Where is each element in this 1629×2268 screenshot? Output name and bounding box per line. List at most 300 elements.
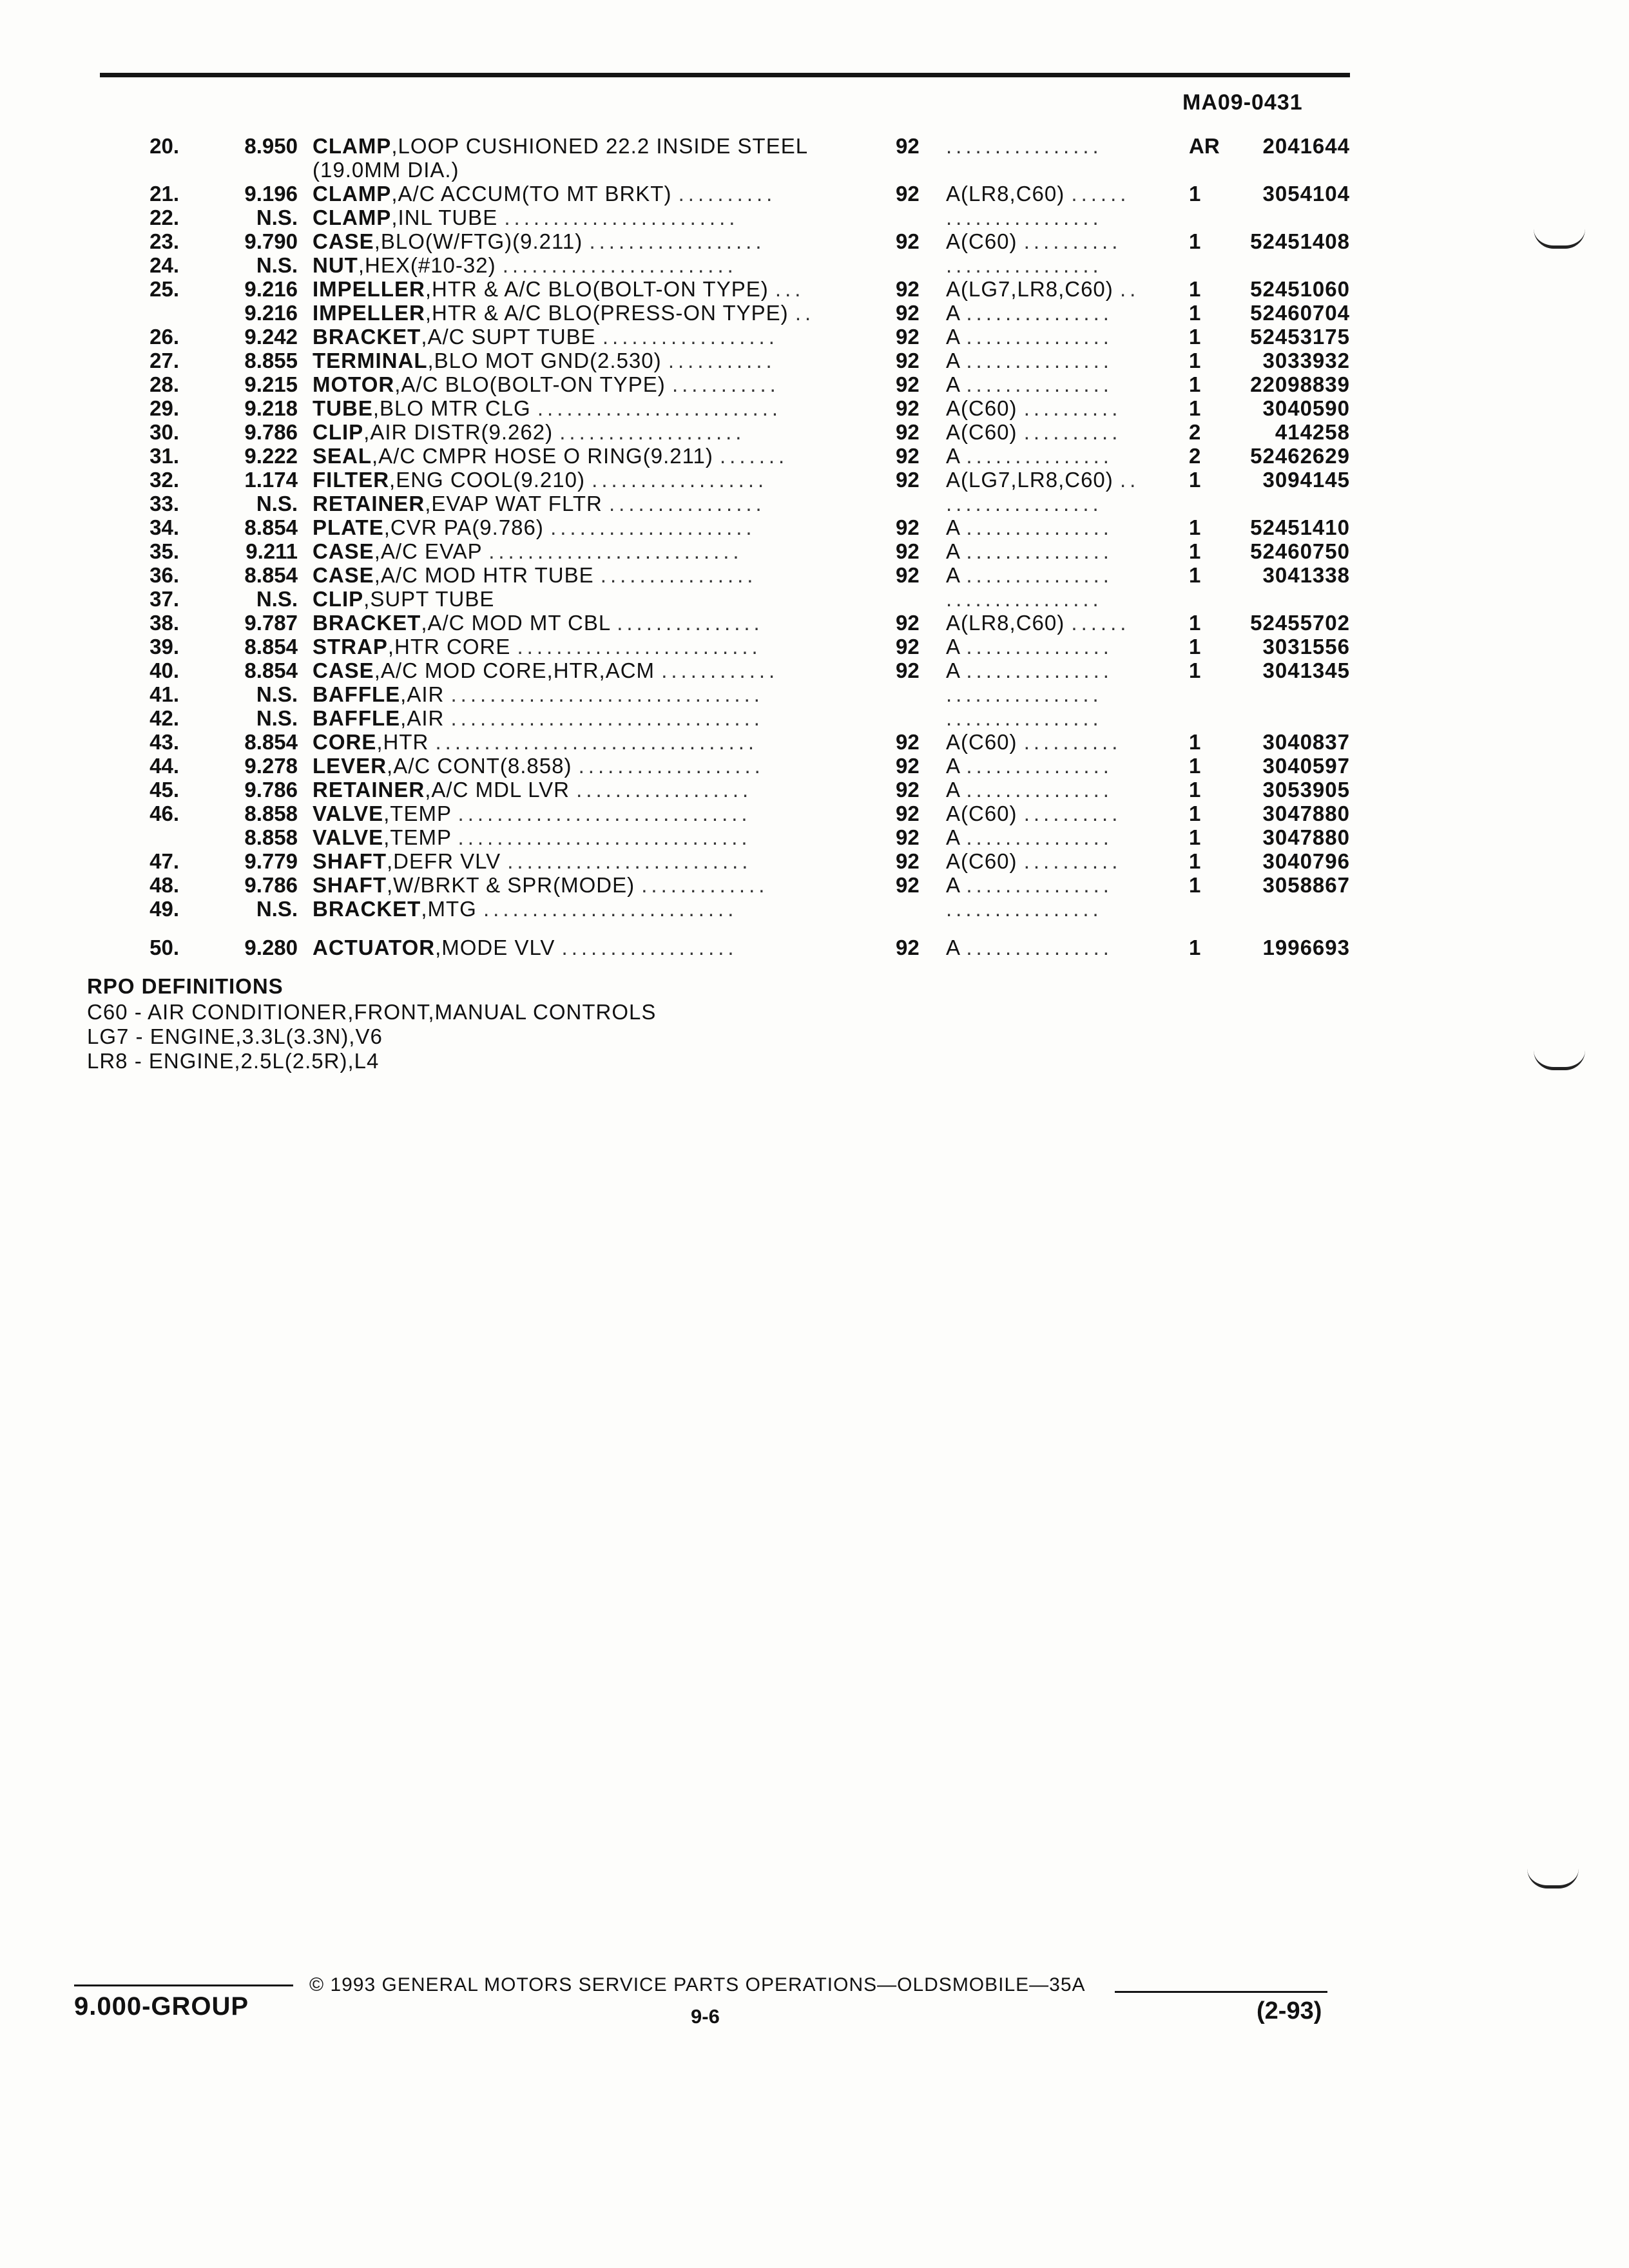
item-number: 24.: [149, 253, 179, 277]
part-detail: ,HTR: [376, 730, 429, 754]
part-keyword: IMPELLER: [313, 301, 425, 325]
part-detail: ,HEX(#10-32): [358, 253, 496, 277]
model-year: 92: [896, 611, 920, 635]
part-detail: ,TEMP: [383, 802, 452, 825]
model-year: 92: [896, 301, 920, 325]
part-row: [0, 182, 1629, 206]
application: [946, 396, 1165, 421]
application: [946, 563, 1165, 588]
quantity: 2: [1189, 420, 1201, 444]
description: [313, 611, 844, 635]
leader-dots: .......: [720, 444, 789, 468]
quantity: 1: [1189, 802, 1201, 825]
group-number: N.S.: [256, 897, 298, 921]
part-detail: ,A/C SUPT TUBE: [421, 325, 596, 349]
item-number: 46.: [149, 802, 179, 825]
part-keyword: STRAP: [313, 635, 388, 658]
description: [313, 778, 844, 802]
item-number: 34.: [149, 515, 179, 539]
part-detail: ,HTR CORE: [387, 635, 511, 658]
group-number: 8.855: [244, 349, 298, 372]
part-row: [0, 936, 1629, 960]
footer-group: 9.000-GROUP: [74, 1992, 249, 2021]
model-year: 92: [896, 372, 920, 396]
description: [313, 349, 844, 373]
part-row: [0, 730, 1629, 754]
application-code: A: [946, 658, 960, 682]
leader-dots: ................: [946, 253, 1103, 277]
application: [946, 873, 1165, 898]
group-number: 8.858: [244, 802, 298, 825]
application: [946, 849, 1165, 874]
leader-dots: ..........: [678, 182, 776, 206]
leader-dots: ...............: [966, 635, 1113, 658]
part-row: [0, 277, 1629, 302]
item-number: 41.: [149, 682, 179, 706]
model-year: 92: [896, 563, 920, 587]
part-detail: ,AIR: [400, 706, 445, 730]
part-keyword: VALVE: [313, 802, 384, 825]
rpo-title: RPO DEFINITIONS: [87, 974, 284, 998]
part-number: 1996693: [1262, 936, 1350, 959]
item-number: 21.: [149, 182, 179, 206]
application: [946, 468, 1165, 492]
description: [313, 539, 844, 564]
item-number: 36.: [149, 563, 179, 587]
part-detail: ,A/C MOD MT CBL: [421, 611, 611, 635]
part-keyword: BAFFLE: [313, 706, 401, 730]
model-year: 92: [896, 539, 920, 563]
application: [946, 229, 1165, 254]
item-number: 32.: [149, 468, 179, 492]
description: [313, 420, 844, 445]
part-number: 3047880: [1262, 802, 1350, 825]
leader-dots: ...............: [966, 936, 1113, 959]
part-keyword: MOTOR: [313, 372, 395, 396]
leader-dots: ..................: [592, 468, 768, 492]
part-keyword: CLAMP: [313, 206, 392, 229]
part-keyword: CASE: [313, 563, 374, 587]
description: [313, 682, 844, 707]
part-keyword: SHAFT: [313, 849, 387, 873]
application: [946, 206, 1165, 230]
description: [313, 158, 844, 182]
quantity: 1: [1189, 730, 1201, 754]
rpo-item-lr8: LR8 - ENGINE,2.5L(2.5R),L4: [87, 1049, 380, 1073]
application: [946, 611, 1165, 635]
part-row: [0, 682, 1629, 707]
model-year: 92: [896, 936, 920, 959]
scan-mark: [1527, 1869, 1579, 1888]
leader-dots: .....................: [550, 515, 756, 539]
application: [946, 658, 1165, 683]
part-keyword: VALVE: [313, 825, 384, 849]
application: [946, 349, 1165, 373]
scan-mark: [1534, 1050, 1585, 1070]
model-year: 92: [896, 468, 920, 492]
part-number: 22098839: [1250, 372, 1350, 396]
part-row: [0, 349, 1629, 373]
part-row: [0, 444, 1629, 468]
description: [313, 825, 844, 850]
part-number: 3047880: [1262, 825, 1350, 849]
leader-dots: ................: [946, 897, 1103, 921]
leader-dots: ...............: [966, 325, 1113, 349]
leader-dots: ...: [775, 277, 805, 301]
item-number: 35.: [149, 539, 179, 563]
part-number: 3054104: [1262, 182, 1350, 206]
quantity: 1: [1189, 515, 1201, 539]
item-number: 26.: [149, 325, 179, 349]
part-number: 3031556: [1262, 635, 1350, 658]
part-number: 3040590: [1262, 396, 1350, 420]
leader-dots: ...............: [617, 611, 764, 635]
part-row: [0, 658, 1629, 683]
application-code: A(LR8,C60): [946, 182, 1065, 206]
leader-dots: ......: [1071, 611, 1130, 635]
leader-dots: ................................: [450, 706, 764, 730]
leader-dots: ...............: [966, 658, 1113, 682]
item-number: 23.: [149, 229, 179, 253]
description: [313, 587, 844, 611]
leader-dots: ..............................: [458, 825, 751, 849]
model-year: 92: [896, 277, 920, 301]
quantity: 2: [1189, 444, 1201, 468]
leader-dots: ...........: [671, 372, 780, 396]
part-row: [0, 849, 1629, 874]
part-keyword: RETAINER: [313, 778, 425, 802]
model-year: 92: [896, 182, 920, 206]
part-keyword: CASE: [313, 539, 374, 563]
part-detail: (19.0MM DIA.): [313, 158, 459, 182]
application-code: A(C60): [946, 420, 1017, 444]
application-code: A: [946, 444, 960, 468]
group-number: 9.222: [244, 444, 298, 468]
part-keyword: CORE: [313, 730, 377, 754]
application: [946, 682, 1165, 707]
part-keyword: TUBE: [313, 396, 373, 420]
application-code: A: [946, 754, 960, 778]
description: [313, 635, 844, 659]
leader-dots: .............: [641, 873, 769, 897]
part-keyword: BRACKET: [313, 325, 421, 349]
group-number: 9.216: [244, 301, 298, 325]
leader-dots: ................: [946, 706, 1103, 730]
model-year: 92: [896, 802, 920, 825]
description: [313, 515, 844, 540]
description: [313, 563, 844, 588]
application: [946, 372, 1165, 397]
description: [313, 277, 844, 302]
part-detail: ,MODE VLV: [435, 936, 555, 959]
part-keyword: CLIP: [313, 420, 364, 444]
leader-dots: ..................: [576, 778, 753, 802]
application-code: A: [946, 563, 960, 587]
item-number: 40.: [149, 658, 179, 682]
application-code: A(C60): [946, 802, 1017, 825]
leader-dots: ..................: [561, 936, 738, 959]
leader-dots: ...................: [578, 754, 764, 778]
model-year: 92: [896, 325, 920, 349]
application-code: A: [946, 325, 960, 349]
application: [946, 420, 1165, 445]
group-number: 9.216: [244, 277, 298, 301]
leader-dots: ..................: [602, 325, 778, 349]
part-detail: ,A/C BLO(BOLT-ON TYPE): [394, 372, 666, 396]
item-number: 42.: [149, 706, 179, 730]
group-number: N.S.: [256, 206, 298, 229]
group-number: N.S.: [256, 706, 298, 730]
part-number: 3040796: [1262, 849, 1350, 873]
application: [946, 515, 1165, 540]
item-number: 33.: [149, 492, 179, 515]
part-detail: ,AIR DISTR(9.262): [363, 420, 554, 444]
description: [313, 802, 844, 826]
application-code: A: [946, 825, 960, 849]
application: [946, 706, 1165, 731]
part-row: [0, 372, 1629, 397]
part-number: 3058867: [1262, 873, 1350, 897]
model-year: 92: [896, 134, 920, 158]
part-number: 52453175: [1250, 325, 1350, 349]
description: [313, 229, 844, 254]
group-number: 8.854: [244, 658, 298, 682]
reference-code: MA09-0431: [1182, 90, 1303, 115]
group-number: 9.215: [244, 372, 298, 396]
description: [313, 658, 844, 683]
part-number: 52455702: [1250, 611, 1350, 635]
part-row: [0, 468, 1629, 492]
part-row: [0, 587, 1629, 611]
application: [946, 277, 1165, 302]
description: [313, 897, 844, 921]
part-row: [0, 611, 1629, 635]
quantity: 1: [1189, 825, 1201, 849]
part-number: 3040837: [1262, 730, 1350, 754]
leader-dots: ................: [946, 134, 1103, 158]
part-row: [0, 706, 1629, 731]
quantity: 1: [1189, 396, 1201, 420]
part-detail: ,AIR: [400, 682, 445, 706]
item-number: 37.: [149, 587, 179, 611]
application-code: A: [946, 515, 960, 539]
leader-dots: ..........: [1023, 420, 1122, 444]
part-number: 3033932: [1262, 349, 1350, 372]
application-code: A(C60): [946, 229, 1017, 253]
application: [946, 897, 1165, 921]
part-row: [0, 158, 1629, 182]
group-number: 9.786: [244, 778, 298, 802]
quantity: 1: [1189, 873, 1201, 897]
leader-dots: ...............: [966, 778, 1113, 802]
application: [946, 301, 1165, 325]
item-number: 38.: [149, 611, 179, 635]
application: [946, 444, 1165, 468]
group-number: 9.242: [244, 325, 298, 349]
application-code: A(LG7,LR8,C60): [946, 468, 1113, 492]
part-number: 52462629: [1250, 444, 1350, 468]
part-row: [0, 563, 1629, 588]
part-detail: ,A/C CONT(8.858): [387, 754, 572, 778]
group-number: 9.787: [244, 611, 298, 635]
description: [313, 936, 844, 960]
item-number: 22.: [149, 206, 179, 229]
group-number: N.S.: [256, 253, 298, 277]
part-row: [0, 802, 1629, 826]
part-keyword: NUT: [313, 253, 358, 277]
application-code: A: [946, 372, 960, 396]
leader-dots: ..........: [1023, 802, 1122, 825]
quantity: AR: [1189, 134, 1220, 158]
item-number: 48.: [149, 873, 179, 897]
model-year: 92: [896, 849, 920, 873]
leader-dots: ........................: [504, 206, 739, 229]
part-row: [0, 515, 1629, 540]
description: [313, 325, 844, 349]
item-number: 28.: [149, 372, 179, 396]
group-number: 8.854: [244, 730, 298, 754]
leader-dots: ...............: [966, 515, 1113, 539]
part-row: [0, 229, 1629, 254]
leader-dots: ...............: [966, 349, 1113, 372]
quantity: 1: [1189, 325, 1201, 349]
leader-dots: ..............................: [458, 802, 751, 825]
part-detail: ,BLO MTR CLG: [372, 396, 531, 420]
application: [946, 635, 1165, 659]
part-keyword: FILTER: [313, 468, 390, 492]
leader-dots: ...................: [559, 420, 746, 444]
model-year: 92: [896, 635, 920, 658]
group-number: 9.196: [244, 182, 298, 206]
quantity: 1: [1189, 468, 1201, 492]
leader-dots: ................: [600, 563, 757, 587]
part-keyword: SEAL: [313, 444, 372, 468]
rpo-item-c60: C60 - AIR CONDITIONER,FRONT,MANUAL CONTROLS: [87, 1000, 657, 1024]
part-number: 52460704: [1250, 301, 1350, 325]
part-number: 414258: [1275, 420, 1350, 444]
footer-rule-right: [1115, 1991, 1327, 1993]
model-year: 92: [896, 778, 920, 802]
item-number: 39.: [149, 635, 179, 658]
application: [946, 802, 1165, 826]
leader-dots: ................: [946, 492, 1103, 515]
rpo-item-lg7: LG7 - ENGINE,3.3L(3.3N),V6: [87, 1024, 383, 1048]
application-code: A: [946, 873, 960, 897]
description: [313, 372, 844, 397]
application-code: A(C60): [946, 396, 1017, 420]
application: [946, 134, 1165, 159]
group-number: 9.278: [244, 754, 298, 778]
part-keyword: CLAMP: [313, 134, 392, 158]
model-year: 92: [896, 444, 920, 468]
description: [313, 444, 844, 468]
leader-dots: ...............: [966, 539, 1113, 563]
leader-dots: .........................: [507, 849, 752, 873]
part-keyword: BRACKET: [313, 611, 421, 635]
leader-dots: ..................: [589, 229, 766, 253]
part-row: [0, 778, 1629, 802]
application-code: A: [946, 539, 960, 563]
quantity: 1: [1189, 611, 1201, 635]
part-keyword: SHAFT: [313, 873, 387, 897]
item-number: 43.: [149, 730, 179, 754]
application: [946, 730, 1165, 754]
part-number: 2041644: [1262, 134, 1350, 158]
part-detail: ,HTR & A/C BLO(BOLT-ON TYPE): [425, 277, 769, 301]
model-year: 92: [896, 396, 920, 420]
application: [946, 253, 1165, 278]
application-code: A(C60): [946, 849, 1017, 873]
quantity: 1: [1189, 301, 1201, 325]
application-code: A(LR8,C60): [946, 611, 1065, 635]
group-number: 8.854: [244, 515, 298, 539]
item-number: 49.: [149, 897, 179, 921]
quantity: 1: [1189, 563, 1201, 587]
part-keyword: CASE: [313, 658, 374, 682]
quantity: 1: [1189, 349, 1201, 372]
part-number: 52451060: [1250, 277, 1350, 301]
leader-dots: ..: [1119, 277, 1140, 301]
group-number: 1.174: [244, 468, 298, 492]
group-number: N.S.: [256, 587, 298, 611]
leader-dots: ..........................: [483, 897, 738, 921]
part-row: [0, 420, 1629, 445]
model-year: 92: [896, 349, 920, 372]
group-number: N.S.: [256, 492, 298, 515]
description: [313, 468, 844, 492]
leader-dots: ......: [1071, 182, 1130, 206]
part-number: 3040597: [1262, 754, 1350, 778]
leader-dots: ............: [661, 658, 779, 682]
leader-dots: ...............: [966, 563, 1113, 587]
part-number: 3053905: [1262, 778, 1350, 802]
leader-dots: ...............: [966, 754, 1113, 778]
application-code: A: [946, 349, 960, 372]
model-year: 92: [896, 229, 920, 253]
leader-dots: ...............: [966, 444, 1113, 468]
footer-copyright: © 1993 GENERAL MOTORS SERVICE PARTS OPERATIONS—OLDSMOBILE—35A: [309, 1974, 1086, 1995]
quantity: 1: [1189, 182, 1201, 206]
part-row: [0, 301, 1629, 325]
model-year: 92: [896, 420, 920, 444]
leader-dots: .........................: [517, 635, 762, 658]
application-code: A: [946, 635, 960, 658]
part-keyword: TERMINAL: [313, 349, 428, 372]
footer-rule-left: [74, 1984, 293, 1986]
group-number: 9.211: [246, 539, 298, 563]
quantity: 1: [1189, 277, 1201, 301]
item-number: 25.: [149, 277, 179, 301]
description: [313, 873, 844, 898]
part-detail: ,BLO MOT GND(2.530): [427, 349, 662, 372]
part-row: [0, 754, 1629, 778]
group-number: 9.790: [244, 229, 298, 253]
model-year: 92: [896, 515, 920, 539]
group-number: 8.854: [244, 635, 298, 658]
item-number: 27.: [149, 349, 179, 372]
part-number: 52451408: [1250, 229, 1350, 253]
part-detail: ,W/BRKT & SPR(MODE): [387, 873, 635, 897]
leader-dots: ...............: [966, 301, 1113, 325]
part-row: [0, 325, 1629, 349]
model-year: 92: [896, 730, 920, 754]
description: [313, 706, 844, 731]
description: [313, 754, 844, 778]
part-detail: ,A/C CMPR HOSE O RING(9.211): [372, 444, 713, 468]
model-year: 92: [896, 825, 920, 849]
part-row: [0, 253, 1629, 278]
part-detail: ,EVAP WAT FLTR: [425, 492, 602, 515]
